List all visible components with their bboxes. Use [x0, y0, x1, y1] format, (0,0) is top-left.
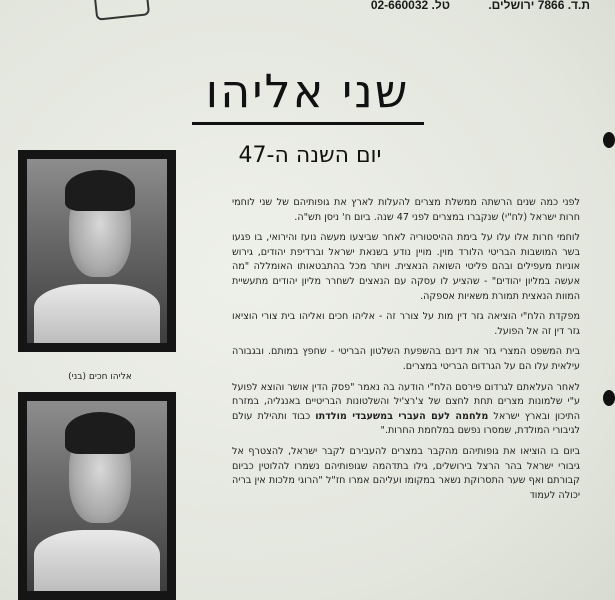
paragraph: ביום בו הוציאו את גופותיהם מהקבר במצרים להעבירם לקבר ישראל, להצטרף אל גיבורי ישראל בהר הרצל בירושלים, גילו בתדהמה שגופותיהם נשמרו להלוטין כביום קבורתם ואף שער התסרוקת נשאר במקומו ועליהם אמרו חז"ל "הרוגי מלכות אין בריה יכולה לעמוד	[232, 445, 580, 501]
paragraph: בית המשפט המצרי גזר את דינם בהשפעת השלטון הבריטי - שחפץ במותם. ובגבורה עילאית עלו הם על הגרדום הבריטי במצרים.	[232, 346, 580, 372]
paragraph-part: כבוד ותהילת עולם לגיבורי המולדת, שמסרו נפשם במלחמת החרות."	[232, 410, 580, 437]
punch-hole	[603, 132, 615, 148]
paragraph: לפני כמה שנים הרשתה ממשלת מצרים להעלות לארץ את גופותיהם של שני לוחמי חרות ישראל (לח"י) שנקברו במצרים לפני 47 שנה. ביום ח' ניסן תש"ה.	[232, 197, 580, 223]
page-title: שני אליהו	[205, 64, 410, 118]
paragraph-part: לאחר העלאתם לגרדום פירסם הלח"י הודעה בה נאמר "פסק הדין אושר והוצא לפועל ע"י שלמונות מצרים תחת לחצם של צ'רצ'יל והשלטונות הבריטיים באנגליה, במזרח התיכון ובארץ ישראל	[232, 381, 580, 422]
letterhead	[300, 0, 590, 14]
page-subtitle: יום השנה ה-47	[238, 143, 382, 168]
article-body	[232, 196, 580, 509]
paragraph: לוחמי חרות אלו עלו על בימת ההיסטוריה לאחר שביצעו מעשה נועז והירואי, בו פגעו בשר המושבות הבריטי הלורד מוין. מויין נודע בשנאת ישראל וברדיפת יהודים, גירוש אוניות מעפילים ובהם פליטי השואה הנאצית. ויותר מכל בהתבטאותו האומללה "מה אעשה במליון יהודים" - שהציע לו עסקה עם הנאצים לשחרר מליון יהודים מתעשיית המוות הנאצית תמורת משאיות אספקה.	[232, 232, 580, 302]
corner-drawing	[94, 0, 150, 21]
letterhead-address: ת.ד. 7866 ירושלים.	[488, 0, 590, 12]
paragraph: מפקדת הלח"י הוציאה גזר דין מות על צורר זה - אליהו חכים ואליהו בית צורי הוציאו גזר דין זה אל הפועל.	[232, 311, 580, 337]
emphasis-text: מלחמה לעם העברי במשעבדי מולדתו	[315, 410, 489, 422]
portrait-photo-2	[18, 392, 176, 600]
portrait-photo-1	[18, 150, 176, 352]
punch-hole	[603, 390, 615, 406]
title-underline	[192, 122, 424, 125]
portrait-caption-1: אליהו חכים (בני)	[68, 372, 132, 382]
letterhead-phone: טל. 02-660032	[370, 0, 450, 12]
paragraph-with-emphasis	[232, 381, 580, 439]
